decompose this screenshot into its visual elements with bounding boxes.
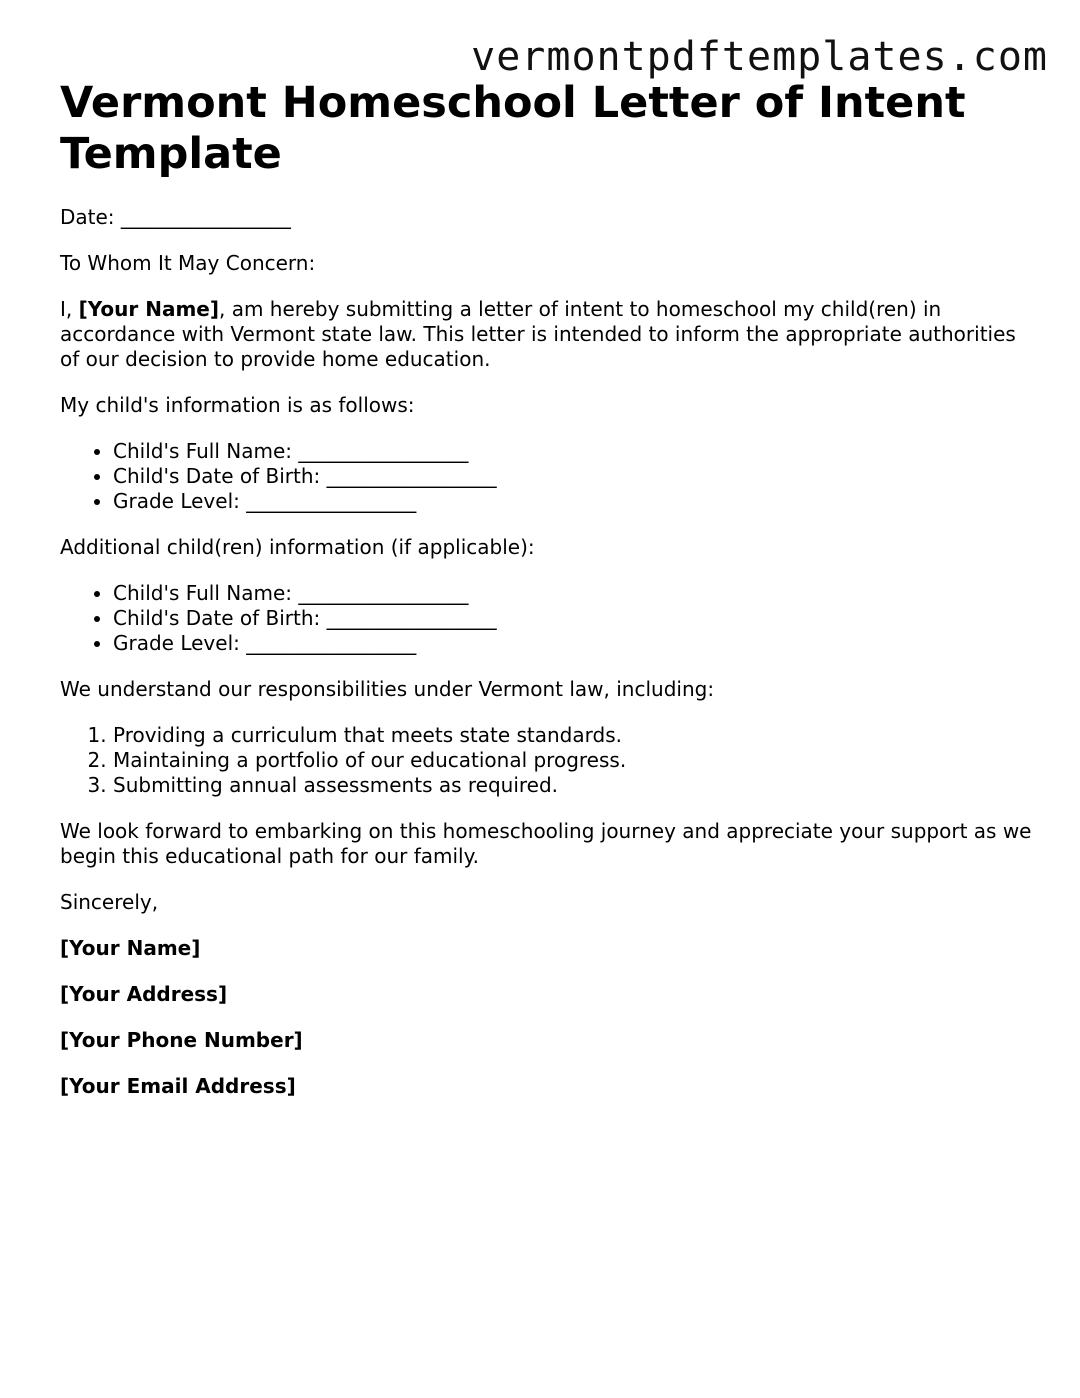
intro-suffix: , am hereby submitting a letter of intent to homeschool my child(ren) in accordance with Vermont state law. This letter is intended to inform the appropriate authorities of our decision to provide home education.: [60, 297, 1016, 371]
site-watermark: vermontpdftemplates.com: [471, 34, 1048, 80]
list-item: 2. Maintaining a portfolio of our educational progress.: [113, 748, 1040, 773]
child-info-list: [60, 439, 1040, 514]
list-item: • Child's Date of Birth: _________________: [113, 606, 1040, 631]
page-title: Vermont Homeschool Letter of Intent Template: [60, 78, 966, 179]
responsibilities-heading: We understand our responsibilities under Vermont law, including:: [60, 677, 715, 701]
intro-name-placeholder: [Your Name]: [78, 297, 219, 321]
signature-name: [Your Name]: [60, 936, 201, 960]
intro-prefix: I,: [60, 297, 79, 321]
signature-phone: [Your Phone Number]: [60, 1028, 303, 1052]
additional-children-list: [60, 581, 1040, 656]
letter-document: [60, 78, 1040, 1120]
list-item: 3. Submitting annual assessments as required.: [113, 773, 1040, 798]
list-item: • Grade Level: _________________: [113, 489, 1040, 514]
list-item: • Grade Level: _________________: [113, 631, 1040, 656]
child-info-heading: My child's information is as follows:: [60, 393, 415, 417]
greeting: To Whom It May Concern:: [60, 251, 316, 275]
intro-paragraph: [60, 297, 1040, 372]
additional-children-heading: Additional child(ren) information (if applicable):: [60, 535, 535, 559]
list-item: • Child's Full Name: _________________: [113, 439, 1040, 464]
signature-address: [Your Address]: [60, 982, 228, 1006]
list-item: • Child's Full Name: _________________: [113, 581, 1040, 606]
list-item: 1. Providing a curriculum that meets state standards.: [113, 723, 1040, 748]
signature-email: [Your Email Address]: [60, 1074, 296, 1098]
responsibilities-list: [60, 723, 1040, 798]
closing-paragraph: We look forward to embarking on this homeschooling journey and appreciate your support as we begin this educational path for our family.: [60, 819, 1032, 868]
date-line: Date: _________________: [60, 205, 291, 229]
list-item: • Child's Date of Birth: _________________: [113, 464, 1040, 489]
sign-off: Sincerely,: [60, 890, 159, 914]
